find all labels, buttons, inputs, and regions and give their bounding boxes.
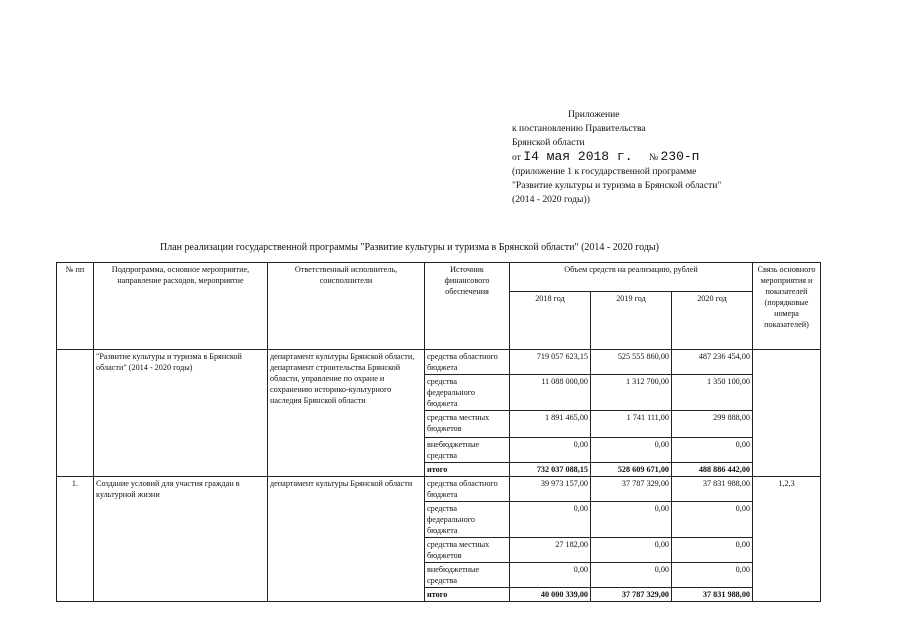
approval-years: (2014 - 2020 годы)) [512, 194, 590, 205]
header-source: Источник финансового обеспечения [425, 263, 510, 350]
header-executor: Ответственный исполнитель, соисполнители [268, 263, 425, 350]
approval-block [512, 108, 721, 207]
row-value-2020: 488 886 442,00 [672, 463, 753, 477]
row-value-2018: 1 891 465,00 [510, 411, 591, 438]
approval-appendix: (приложение 1 к государственной программе [512, 166, 697, 177]
row-value-2019: 525 555 860,00 [591, 350, 672, 375]
approval-number: 230-п [660, 149, 700, 164]
row-executor: департамент культуры Брянской области, департамент строительства Брянской области, управление по охране и сохранению историко-культурного наследия Брянской области [268, 350, 425, 477]
row-source: средства местных бюджетов [425, 538, 510, 563]
row-executor: департамент культуры Брянской области [268, 477, 425, 602]
row-value-2019: 0,00 [591, 438, 672, 463]
plan-table [56, 262, 821, 602]
row-value-2020: 37 831 988,00 [672, 588, 753, 602]
row-value-2020: 1 350 100,00 [672, 375, 753, 411]
approval-date: I4 мая 2018 г. [523, 149, 633, 164]
row-value-2018: 0,00 [510, 563, 591, 588]
row-num [57, 350, 94, 477]
row-value-2020: 0,00 [672, 502, 753, 538]
row-value-2019: 1 312 700,00 [591, 375, 672, 411]
header-year-2019: 2019 год [591, 292, 672, 350]
table-header-row [57, 263, 821, 292]
row-value-2019: 0,00 [591, 563, 672, 588]
row-value-2018: 40 000 339,00 [510, 588, 591, 602]
row-value-2019: 37 787 329,00 [591, 588, 672, 602]
approval-region: Брянской области [512, 137, 585, 148]
row-source: итого [425, 588, 510, 602]
row-value-2018: 719 057 623,15 [510, 350, 591, 375]
plan-title: План реализации государственной программы "Развитие культуры и туризма в Брянской области" (2014 - 2020 годы) [160, 242, 659, 253]
row-value-2018: 27 182,00 [510, 538, 591, 563]
approval-program: "Развитие культуры и туризма в Брянской области" [512, 180, 722, 191]
row-value-2019: 37 787 329,00 [591, 477, 672, 502]
approval-resolution: к постановлению Правительства [512, 123, 646, 134]
row-value-2020: 37 831 988,00 [672, 477, 753, 502]
row-value-2020: 0,00 [672, 538, 753, 563]
approval-title: Приложение [568, 109, 620, 120]
table-row [57, 350, 821, 375]
approval-date-prefix: от [512, 152, 521, 163]
approval-number-prefix: № [648, 152, 659, 163]
row-value-2018: 39 973 157,00 [510, 477, 591, 502]
header-year-2020: 2020 год [672, 292, 753, 350]
row-name: "Развитие культуры и туризма в Брянской области" (2014 - 2020 годы) [94, 350, 268, 477]
row-source: средства областного бюджета [425, 477, 510, 502]
row-source: итого [425, 463, 510, 477]
row-value-2020: 0,00 [672, 563, 753, 588]
row-name: Создание условий для участия граждан в культурной жизни [94, 477, 268, 602]
header-volume: Объем средств на реализацию, рублей [510, 263, 753, 292]
header-name: Подпрограмма, основное мероприятие, направление расходов, мероприятие [94, 263, 268, 350]
header-year-2018: 2018 год [510, 292, 591, 350]
row-value-2019: 1 741 111,00 [591, 411, 672, 438]
approval-date-line [512, 150, 721, 165]
row-source: средства областного бюджета [425, 350, 510, 375]
row-value-2019: 0,00 [591, 502, 672, 538]
row-value-2020: 299 888,00 [672, 411, 753, 438]
header-num: № пп [57, 263, 94, 350]
row-source: средства федерального бюджета [425, 375, 510, 411]
row-link: 1,2,3 [753, 477, 821, 602]
row-link [753, 350, 821, 477]
row-value-2018: 0,00 [510, 438, 591, 463]
table-row [57, 477, 821, 502]
row-value-2018: 0,00 [510, 502, 591, 538]
row-source: средства федерального бюджета [425, 502, 510, 538]
row-value-2018: 11 088 000,00 [510, 375, 591, 411]
row-source: внебюджетные средства [425, 563, 510, 588]
row-source: внебюджетные средства [425, 438, 510, 463]
row-value-2019: 528 609 671,00 [591, 463, 672, 477]
row-source: средства местных бюджетов [425, 411, 510, 438]
row-value-2020: 487 236 454,00 [672, 350, 753, 375]
row-value-2018: 732 037 088,15 [510, 463, 591, 477]
header-link: Связь основного мероприятия и показателей (порядковые номера показателей) [753, 263, 821, 350]
row-value-2020: 0,00 [672, 438, 753, 463]
row-value-2019: 0,00 [591, 538, 672, 563]
row-num: 1. [57, 477, 94, 602]
